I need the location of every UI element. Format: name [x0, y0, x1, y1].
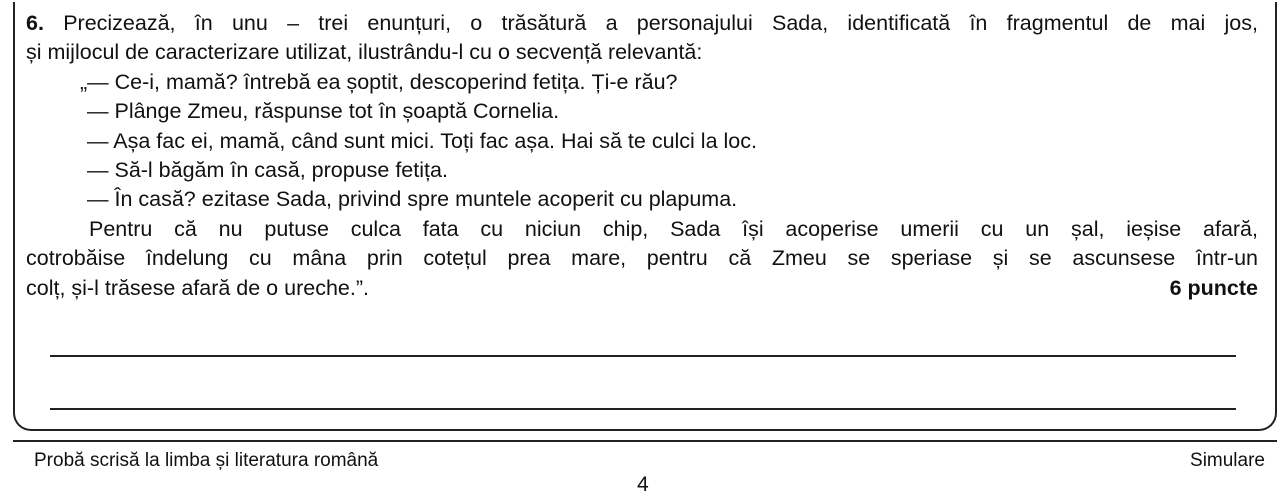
excerpt-line-4: — Să-l băgăm în casă, propuse fetița.	[87, 158, 448, 183]
excerpt-line-1: „— Ce-i, mamă? întrebă ea șoptit, descoperind fetița. Ți-e rău?	[80, 69, 678, 94]
excerpt-line-5: — În casă? ezitase Sada, privind spre muntele acoperit cu plapuma.	[87, 187, 738, 212]
question-prompt-line-2: și mijlocul de caracterizare utilizat, ilustrându-l cu o secvență relevantă:	[26, 40, 703, 65]
page-number: 4	[637, 473, 649, 496]
question-prompt-text-1: Precizează, în unu – trei enunțuri, o trăsătură a personajului Sada, identificată în fragmentul de mai jos,	[63, 11, 1258, 35]
question-prompt-line-1	[26, 9, 1258, 38]
question-number: 6.	[26, 11, 44, 35]
narrative-line-1: Pentru că nu putuse culca fata cu niciun chip, Sada își acoperise umerii cu un șal, ieșise afară,	[89, 216, 1258, 241]
footer-divider	[13, 440, 1277, 442]
narrative-line-2: cotrobăise îndelung cu mâna prin cotețul prea mare, pentru că Zmeu se speriase și se ascunsese într-un	[26, 246, 1258, 271]
narrative-last-row	[26, 274, 1258, 303]
narrative-line-3: colț, și-l trăsese afară de o ureche.”.	[26, 275, 369, 300]
question-block	[26, 9, 1258, 303]
answer-line-2	[50, 408, 1236, 410]
footer-label: Simulare	[1190, 450, 1265, 471]
answer-line-1	[50, 355, 1236, 357]
excerpt-line-2: — Plânge Zmeu, răspunse tot în șoaptă Cornelia.	[87, 99, 560, 124]
points-label: 6 puncte	[1169, 275, 1258, 300]
excerpt-line-3: — Așa fac ei, mamă, când sunt mici. Toți fac așa. Hai să te culci la loc.	[87, 128, 757, 153]
footer-subject: Probă scrisă la limba și literatura română	[34, 450, 379, 471]
